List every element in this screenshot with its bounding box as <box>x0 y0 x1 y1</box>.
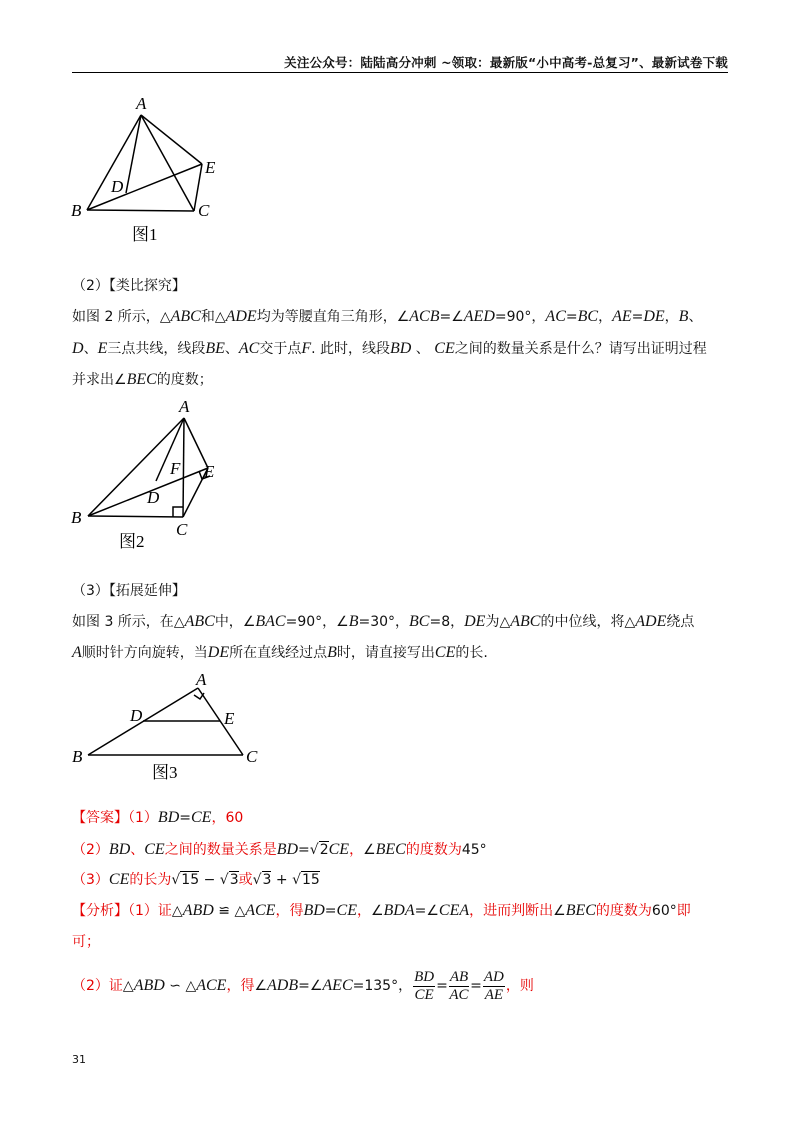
page-number: 31 <box>72 1053 86 1066</box>
answer-line-1: 【答案】（1）BD=CE，60 <box>72 809 244 826</box>
fig3-label-a: A <box>196 670 207 689</box>
fig2-edge-bc <box>88 516 183 517</box>
fraction-ad-ae: $\frac{AD}{AE}$ <box>483 968 504 1003</box>
fig1-edge-bc <box>87 210 194 211</box>
analysis-line-2: 可； <box>72 934 100 950</box>
part3-heading: （3）【拓展延伸】 <box>72 583 186 599</box>
fig1-label-d: D <box>111 177 124 196</box>
fig2-label-d: D <box>147 488 160 507</box>
part2-line-1: 如图 2 所示，△ABC和△ADE均为等腰直角三角形，∠ACB=∠AED=90°，AC=BC，AE=DE，B、 <box>72 308 703 325</box>
analysis-line-3: （2）证△ABD ∽ △ACE，得∠ADB=∠AEC=135°， $\frac{BD}{CE}$ = $\frac{AB}{AC}$ = $\frac{AD}{AE}$ ，则 <box>72 968 534 1003</box>
fig2-label-a: A <box>179 397 190 416</box>
fig1-edge-ac <box>141 115 194 211</box>
answer-line-3: （3）CE的长为√15 − √3或√3 + √15 <box>72 871 320 888</box>
fig1-label-a: A <box>136 94 147 113</box>
part2-line-2: D、E三点共线，线段BE、AC交于点F. 此时，线段BD 、 CE之间的数量关系是什么？请写出证明过程 <box>72 340 707 357</box>
fig1-caption: 图1 <box>132 225 158 244</box>
fig2-edge-ac <box>183 418 184 517</box>
fig2-edge-ae <box>184 418 208 468</box>
fig2-label-c: C <box>176 520 188 539</box>
fig1-edge-ae <box>141 115 202 164</box>
part2-heading: （2）【类比探究】 <box>72 278 186 294</box>
answer-line-2: （2）BD、CE之间的数量关系是BD=√2CE，∠BEC的度数为45° <box>72 841 487 858</box>
analysis-line-1: 【分析】（1）证△ABD ≌ △ACE，得BD=CE，∠BDA=∠CEA，进而判断出∠BEC的度数为60°即 <box>72 902 691 919</box>
fig2-label-e: E <box>204 462 215 481</box>
fig1-label-e: E <box>205 158 216 177</box>
fig2-label-f: F <box>170 459 181 478</box>
fig2-caption: 图2 <box>119 532 145 551</box>
fig1-label-b: B <box>71 201 82 220</box>
figure-2 <box>66 396 226 558</box>
fig3-label-d: D <box>130 706 143 725</box>
fraction-bd-ce: $\frac{BD}{CE}$ <box>414 968 435 1003</box>
figure-1 <box>66 92 236 252</box>
part3-line-1: 如图 3 所示，在△ABC中，∠BAC=90°，∠B=30°，BC=8，DE为△ABC的中位线，将△ADE绕点 <box>72 613 695 630</box>
header-rule <box>72 72 728 73</box>
fig2-right-angle-c <box>173 507 183 517</box>
fig3-caption: 图3 <box>152 763 178 782</box>
part3-line-2: A顺时针方向旋转，当DE所在直线经过点B时，请直接写出CE的长. <box>72 644 488 661</box>
fig2-label-b: B <box>71 508 82 527</box>
figure-3 <box>66 668 276 786</box>
fig3-right-angle-a <box>194 693 204 699</box>
fig3-label-c: C <box>246 747 258 766</box>
fraction-ab-ac: $\frac{AB}{AC}$ <box>449 968 469 1003</box>
fig3-label-b: B <box>72 747 83 766</box>
page-header: 关注公众号：陆陆高分冲刺 ~领取：最新版“小中高考-总复习”、最新试卷下载 <box>284 55 728 70</box>
fig1-label-c: C <box>198 201 210 220</box>
fig3-label-e: E <box>224 709 235 728</box>
part2-line-3: 并求出∠BEC的度数； <box>72 371 213 388</box>
fig1-edge-be <box>87 164 202 210</box>
